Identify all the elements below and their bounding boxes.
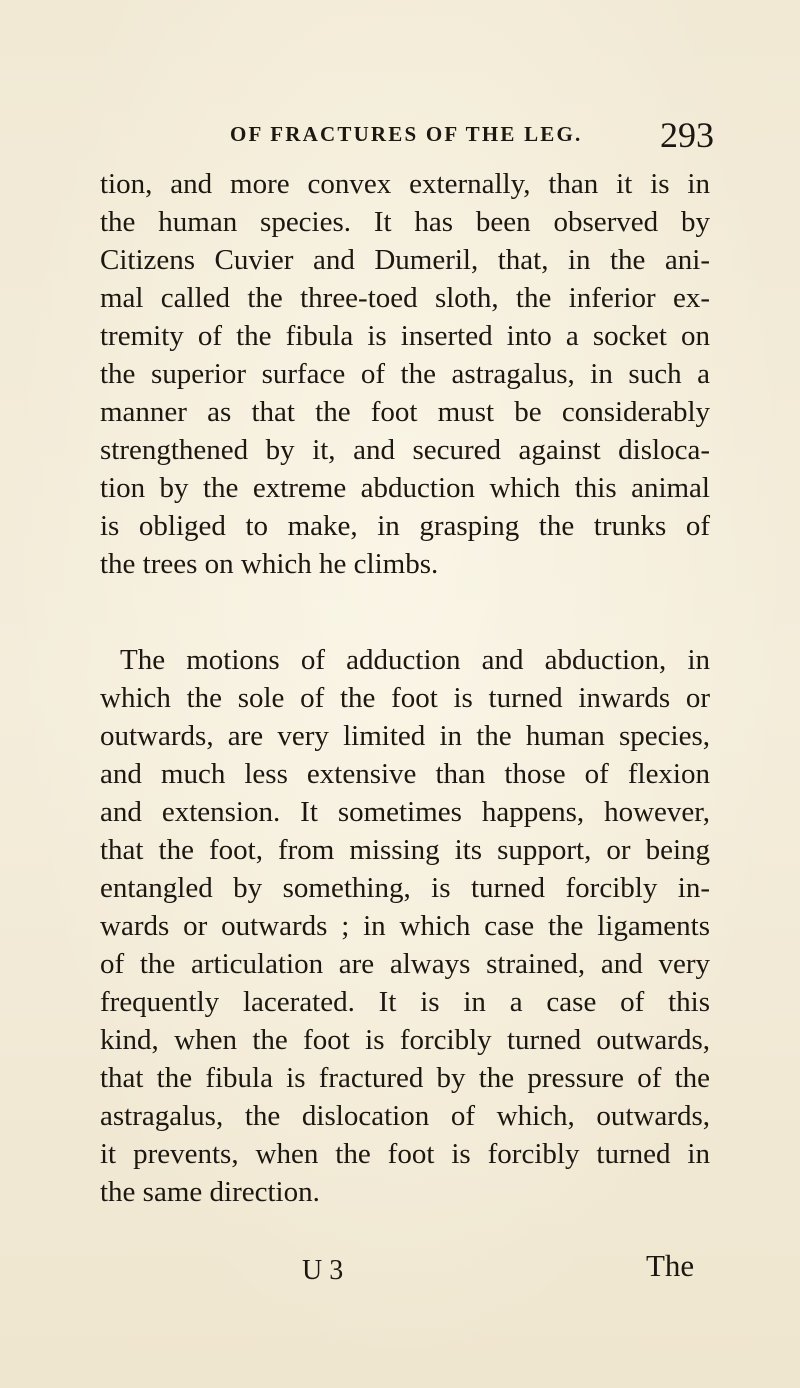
text-line: which the sole of the foot is turned inwards or	[100, 682, 710, 714]
text-line: the same direction.	[100, 1176, 320, 1208]
text-line: of the articulation are always strained, and very	[100, 948, 710, 980]
text-line: that the fibula is fractured by the pressure of the	[100, 1062, 710, 1094]
text-line: and much less extensive than those of flexion	[100, 758, 710, 790]
text-line: astragalus, the dislocation of which, outwards,	[100, 1100, 710, 1132]
text-line: tremity of the fibula is inserted into a socket on	[100, 320, 710, 352]
text-line: outwards, are very limited in the human species,	[100, 720, 710, 752]
page-number: 293	[660, 115, 714, 155]
text-line: tion by the extreme abduction which this animal	[100, 472, 710, 504]
text-line: The motions of adduction and abduction, in	[120, 644, 710, 676]
running-head	[230, 115, 714, 158]
text-line: the trees on which he climbs.	[100, 548, 439, 580]
text-line: Citizens Cuvier and Dumeril, that, in the ani-	[100, 244, 710, 276]
text-line: kind, when the foot is forcibly turned outwards,	[100, 1024, 710, 1056]
catchword: The	[646, 1248, 695, 1283]
text-line: entangled by something, is turned forcibly in-	[100, 872, 710, 904]
text-line: it prevents, when the foot is forcibly turned in	[100, 1138, 710, 1170]
text-line: wards or outwards ; in which case the ligaments	[100, 910, 710, 942]
text-line: the superior surface of the astragalus, in such a	[100, 358, 710, 390]
text-line: tion, and more convex externally, than it is in	[100, 168, 710, 200]
text-line: and extension. It sometimes happens, however,	[100, 796, 710, 828]
signature-mark: U 3	[302, 1255, 344, 1286]
text-line: mal called the three-toed sloth, the inferior ex-	[100, 282, 710, 314]
text-line: frequently lacerated. It is in a case of this	[100, 986, 710, 1018]
text-line: the human species. It has been observed by	[100, 206, 710, 238]
text-line: that the foot, from missing its support, or being	[100, 834, 710, 866]
text-line: manner as that the foot must be considerably	[100, 396, 710, 428]
text-line: is obliged to make, in grasping the trunks of	[100, 510, 710, 542]
text-line: strengthened by it, and secured against disloca-	[100, 434, 710, 466]
running-title: OF FRACTURES OF THE LEG.	[230, 122, 583, 146]
